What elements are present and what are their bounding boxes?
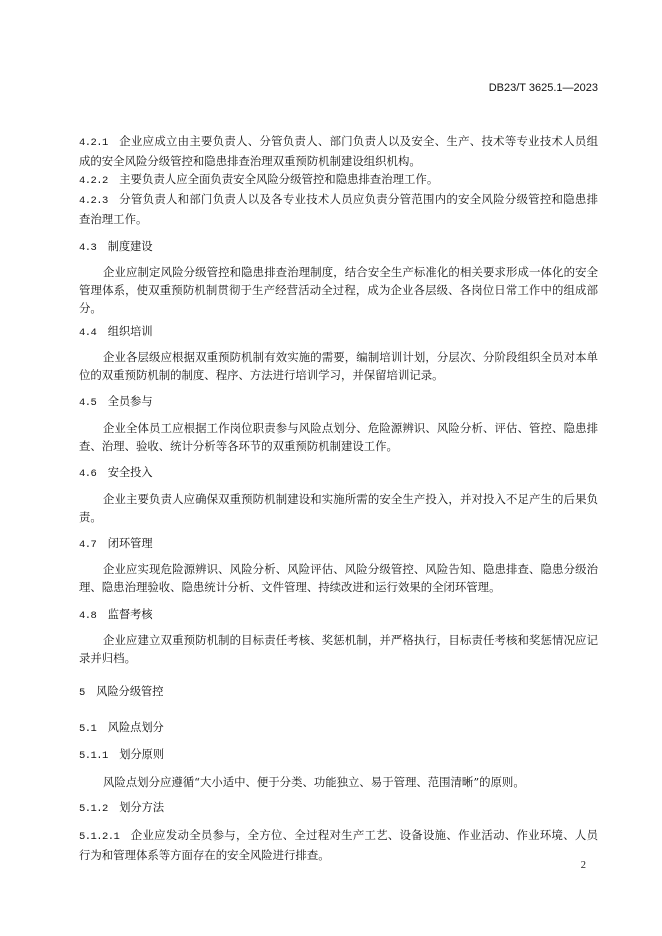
section-body-4-6 bbox=[79, 490, 598, 526]
clause-first-line bbox=[79, 132, 598, 152]
section-number: 4.8 bbox=[79, 610, 97, 622]
section-heading-4-5 bbox=[79, 393, 598, 412]
paragraph-line: 理、隐患治理验收、隐患统计分析、文件管理、持续改进和运行效果的全闭环管理。 bbox=[79, 580, 501, 594]
page-body bbox=[79, 132, 598, 864]
clause-text-line: 查治理工作。 bbox=[79, 212, 148, 226]
section-title: 监督考核 bbox=[107, 608, 153, 621]
paragraph-line: 责。 bbox=[79, 510, 102, 524]
section-heading-4-3 bbox=[79, 238, 598, 257]
paragraph-line: 企业应建立双重预防机制的目标责任考核、奖惩机制，并严格执行，目标责任考核和奖惩情况应记 bbox=[103, 633, 598, 647]
clause-5-1-2-1 bbox=[79, 826, 598, 864]
clause-number: 4.2.3 bbox=[79, 195, 108, 207]
clause-text-line: 行为和管理体系等方面存在的安全风险进行排查。 bbox=[79, 848, 330, 862]
paragraph-line: 企业应实现危险源辨识、风险分析、风险评估、风险分级管控、风险告知、隐患排查、隐患分级治 bbox=[103, 562, 598, 576]
section-title: 制度建设 bbox=[107, 240, 153, 253]
document-code-header: DB23/T 3625.1—2023 bbox=[488, 82, 598, 94]
section-title: 风险点划分 bbox=[107, 721, 164, 734]
subsection-number: 5.1.1 bbox=[79, 750, 108, 762]
section-heading-4-8 bbox=[79, 606, 598, 625]
paragraph-line: 位的双重预防机制的制度、程序、方法进行培训学习，并保留培训记录。 bbox=[79, 368, 444, 382]
section-heading-4-7 bbox=[79, 535, 598, 554]
clause-first-line bbox=[79, 826, 598, 846]
clause-first-line bbox=[79, 190, 598, 210]
clause-text-line: 企业应发动全员参与，全方位、全过程对生产工艺、设备设施、作业活动、作业环境、人员 bbox=[130, 828, 598, 842]
chapter-heading-5 bbox=[79, 683, 598, 702]
clause-number: 4.2.2 bbox=[79, 175, 108, 187]
chapter-number: 5 bbox=[79, 687, 85, 699]
section-number: 5.1 bbox=[79, 723, 97, 735]
section-number: 4.4 bbox=[79, 327, 97, 339]
clause-text-line: 成的安全风险分级管控和隐患排查治理双重预防机制建设组织机构。 bbox=[79, 154, 421, 168]
subsection-heading-5-1-2 bbox=[79, 799, 598, 818]
subsection-title: 划分原则 bbox=[119, 748, 165, 761]
clause-number: 5.1.2.1 bbox=[79, 831, 120, 843]
clause-4-2-1 bbox=[79, 132, 598, 170]
section-heading-4-6 bbox=[79, 464, 598, 483]
clause-text-line: 分管负责人和部门负责人以及各专业技术人员应负责分管范围内的安全风险分级管控和隐患排 bbox=[119, 192, 598, 206]
section-body-4-5 bbox=[79, 419, 598, 455]
paragraph-line: 企业主要负责人应确保双重预防机制建设和实施所需的安全生产投入，并对投入不足产生的后果负 bbox=[103, 492, 598, 506]
page-number: 2 bbox=[580, 860, 586, 871]
clause-4-2-3 bbox=[79, 190, 598, 228]
paragraph-line: 企业各层级应根据双重预防机制有效实施的需要，编制培训计划，分层次、分阶段组织全员对本单 bbox=[103, 350, 598, 364]
paragraph-line: 风险点划分应遵循“大小适中、便于分类、功能独立、易于管理、范围清晰”的原则。 bbox=[103, 775, 525, 789]
section-number: 4.5 bbox=[79, 397, 97, 409]
section-title: 全员参与 bbox=[107, 395, 153, 408]
section-title: 闭环管理 bbox=[107, 537, 153, 550]
chapter-title: 风险分级管控 bbox=[96, 685, 164, 698]
section-body-4-3 bbox=[79, 263, 598, 317]
subsection-body-5-1-1 bbox=[79, 773, 598, 791]
section-number: 4.6 bbox=[79, 468, 97, 480]
section-title: 组织培训 bbox=[107, 325, 153, 338]
paragraph-line: 录并归档。 bbox=[79, 651, 136, 665]
section-body-4-8 bbox=[79, 631, 598, 667]
paragraph-line: 分。 bbox=[79, 301, 102, 315]
paragraph-line: 企业全体员工应根据工作岗位职责参与风险点划分、危险源辨识、风险分析、评估、管控、隐患排 bbox=[103, 421, 598, 435]
section-body-4-7 bbox=[79, 560, 598, 596]
subsection-number: 5.1.2 bbox=[79, 803, 108, 815]
paragraph-line: 企业应制定风险分级管控和隐患排查治理制度，结合安全生产标准化的相关要求形成一体化的安全 bbox=[103, 265, 598, 279]
section-body-4-4 bbox=[79, 348, 598, 384]
section-number: 4.7 bbox=[79, 539, 97, 551]
clause-number: 4.2.1 bbox=[79, 137, 108, 149]
section-number: 4.3 bbox=[79, 242, 97, 254]
clause-first-line bbox=[79, 170, 598, 190]
section-heading-4-4 bbox=[79, 323, 598, 342]
section-heading-5-1 bbox=[79, 719, 598, 738]
clause-text-line: 主要负责人应全面负责安全风险分级管控和隐患排查治理工作。 bbox=[119, 172, 439, 186]
section-title: 安全投入 bbox=[107, 466, 153, 479]
paragraph-line: 管理体系，使双重预防机制贯彻于生产经营活动全过程，成为企业各层级、各岗位日常工作中的组成部 bbox=[79, 283, 598, 297]
paragraph-line: 查、治理、验收、统计分析等各环节的双重预防机制建设工作。 bbox=[79, 439, 398, 453]
clause-text-line: 企业应成立由主要负责人、分管负责人、部门负责人以及安全、生产、技术等专业技术人员组 bbox=[119, 134, 598, 148]
subsection-heading-5-1-1 bbox=[79, 746, 598, 765]
subsection-title: 划分方法 bbox=[119, 801, 165, 814]
clause-4-2-2 bbox=[79, 170, 598, 190]
